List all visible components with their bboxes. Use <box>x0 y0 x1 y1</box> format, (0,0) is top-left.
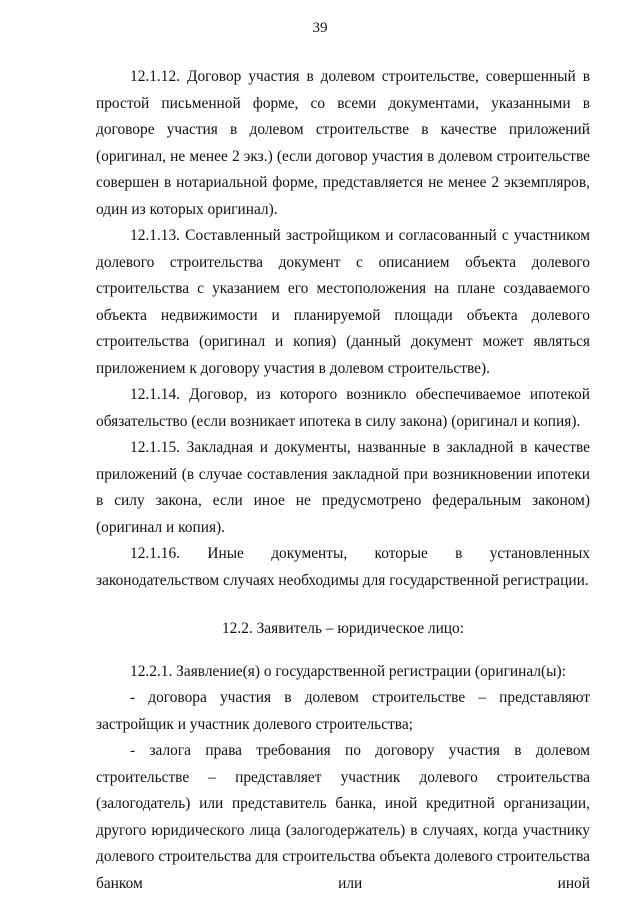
paragraph-12-1-16: 12.1.16. Иные документы, которые в установленных законодательством случаях необходимы для государственной регистрации. <box>96 545 590 589</box>
document-body <box>96 64 590 897</box>
paragraph-12-1-13: 12.1.13. Составленный застройщиком и согласованный с участником долевого строительства документ с описанием объекта долевого строительства с указанием его местоположения на плане создаваемого объекта недвижимости и планируемой площади объекта долевого строительства (оригинал и копия) (данный документ может являться приложением к договору участия в долевом строительстве). <box>96 227 590 377</box>
list-item-pledge: - залога права требования по договору участия в долевом строительстве – представляет участник долевого строительства (залогодатель) или представитель банка, иной кредитной организации, другого юридического лица (залогодержатель) в случаях, когда участнику долевого строительства для строительства объекта долевого строительства банком или иной <box>96 742 590 892</box>
paragraph-12-1-15: 12.1.15. Закладная и документы, названные в закладной в качестве приложений (в случае составления закладной при возникновении ипотеки в силу закона, если иное не предусмотрено федеральным законом) (оригинал и копия). <box>96 439 590 536</box>
paragraph-12-1-14: 12.1.14. Договор, из которого возникло обеспечиваемое ипотекой обязательство (если возникает ипотека в силу закона) (оригинал и копия). <box>96 386 590 430</box>
page-number: 39 <box>312 20 328 36</box>
list-item-contract: - договора участия в долевом строительстве – представляют застройщик и участник долевого строительства; <box>96 689 590 733</box>
paragraph-12-2-1: 12.2.1. Заявление(я) о государственной регистрации (оригинал(ы): <box>130 662 566 680</box>
paragraph-12-1-12: 12.1.12. Договор участия в долевом строительстве, совершенный в простой письменной форме, со всеми документами, указанными в договоре участия в долевом строительстве в качестве приложений (оригинал, не менее 2 экз.) (если договор участия в долевом строительстве совершен в нотариальной форме, представляется не менее 2 экземпляров, один из которых оригинал). <box>96 68 590 218</box>
section-heading-12-2: 12.2. Заявитель – юридическое лицо: <box>221 620 465 637</box>
